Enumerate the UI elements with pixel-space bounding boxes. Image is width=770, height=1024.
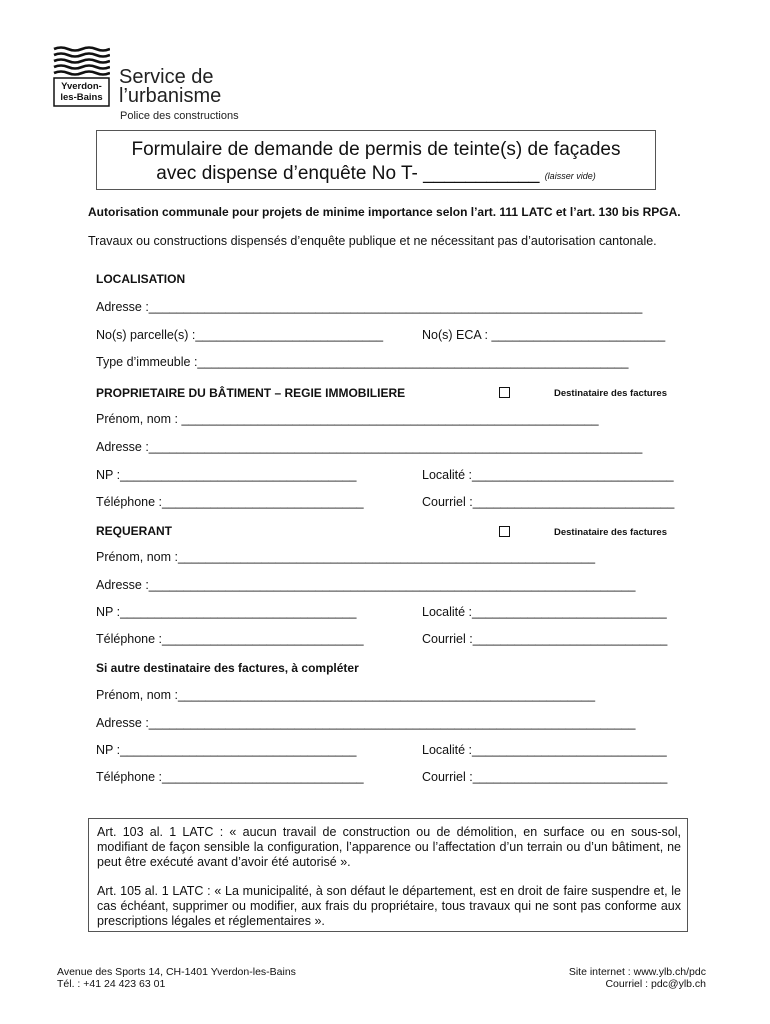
requerant-prenom-field[interactable]: Prénom, nom :____________________________________________________________ bbox=[96, 550, 596, 564]
service-name bbox=[119, 68, 221, 106]
autre-courriel-field[interactable]: Courriel :____________________________ bbox=[422, 770, 668, 784]
proprietaire-localite-field[interactable]: Localité :_____________________________ bbox=[422, 468, 674, 482]
wave-logo-icon bbox=[53, 45, 110, 107]
article-105: Art. 105 al. 1 LATC : « La municipalité, à son défaut le département, est en droit de faire suspendre et, le cas échéant, supprimer ou modifier, aux frais du propriétaire, tous travaux qui ne sont pas conforme aux prescriptions légales et réglementaires ». bbox=[97, 884, 681, 928]
proprietaire-invoice-checkbox[interactable] bbox=[499, 387, 510, 398]
intro-description: Travaux ou constructions dispensés d’enquête publique et ne nécessitant pas d’autorisation cantonale. bbox=[88, 234, 657, 248]
requerant-invoice-label: Destinataire des factures bbox=[554, 527, 667, 538]
proprietaire-courriel-field[interactable]: Courriel :_____________________________ bbox=[422, 495, 675, 509]
requerant-telephone-field[interactable]: Téléphone :_____________________________ bbox=[96, 632, 364, 646]
footer-web bbox=[569, 966, 706, 990]
footer-phone: Tél. : +41 24 423 63 01 bbox=[57, 978, 166, 990]
section-localisation: LOCALISATION bbox=[96, 272, 186, 286]
autre-prenom-field[interactable]: Prénom, nom :____________________________________________________________ bbox=[96, 688, 596, 702]
permit-number: avec dispense d’enquête No T- ___________ bbox=[156, 163, 540, 184]
title-box bbox=[96, 130, 656, 190]
form-title-line2 bbox=[97, 163, 655, 185]
autre-localite-field[interactable]: Localité :____________________________ bbox=[422, 743, 667, 757]
requerant-courriel-field[interactable]: Courriel :____________________________ bbox=[422, 632, 668, 646]
form-title: Formulaire de demande de permis de teinte(s) de façades bbox=[131, 139, 621, 160]
service-line2: l’urbanisme bbox=[119, 85, 222, 107]
intro-authorisation: Autorisation communale pour projets de minime importance selon l’art. 111 LATC et l’art. 130 bis RPGA. bbox=[88, 205, 681, 219]
proprietaire-telephone-field[interactable]: Téléphone :_____________________________ bbox=[96, 495, 364, 509]
autre-adresse-field[interactable]: Adresse :______________________________________________________________________ bbox=[96, 716, 636, 730]
requerant-adresse-field[interactable]: Adresse :______________________________________________________________________ bbox=[96, 578, 636, 592]
parcelle-field[interactable]: No(s) parcelle(s) :___________________________ bbox=[96, 328, 384, 342]
section-requerant: REQUERANT bbox=[96, 524, 173, 538]
footer-contact bbox=[57, 966, 296, 990]
article-103: Art. 103 al. 1 LATC : « aucun travail de construction ou de démolition, en surface ou en sous-sol, modifiant de façon sensible la configuration, l’apparence ou l’affectation d’un terrain ou d’un bâtiment, ne peut être exécuté avant d’avoir été autorisé ». bbox=[97, 825, 681, 869]
proprietaire-invoice-label: Destinataire des factures bbox=[554, 388, 667, 399]
proprietaire-prenom-field[interactable]: Prénom, nom : ____________________________________________________________ bbox=[96, 412, 599, 426]
proprietaire-adresse-field[interactable]: Adresse :_______________________________________________________________________ bbox=[96, 440, 643, 454]
requerant-localite-field[interactable]: Localité :____________________________ bbox=[422, 605, 667, 619]
requerant-invoice-checkbox[interactable] bbox=[499, 526, 510, 537]
autre-np-field[interactable]: NP :__________________________________ bbox=[96, 743, 357, 757]
logo-line1: Yverdon- bbox=[61, 81, 102, 92]
service-line1: Service de bbox=[119, 66, 214, 88]
city-logo bbox=[53, 45, 110, 107]
logo-line2: les-Bains bbox=[60, 92, 103, 103]
immeuble-field[interactable]: Type d’immeuble :______________________________________________________________ bbox=[96, 355, 629, 369]
legal-articles-box bbox=[88, 818, 688, 932]
footer-website[interactable]: Site internet : www.ylb.ch/pdc bbox=[568, 966, 706, 978]
eca-field[interactable]: No(s) ECA : _________________________ bbox=[422, 328, 666, 342]
leave-empty-note: (laisser vide) bbox=[544, 171, 596, 181]
service-subtitle: Police des constructions bbox=[120, 110, 239, 122]
proprietaire-np-field[interactable]: NP :__________________________________ bbox=[96, 468, 357, 482]
localisation-adresse-field[interactable]: Adresse :_______________________________________________________________________ bbox=[96, 300, 643, 314]
section-autre-destinataire: Si autre destinataire des factures, à compléter bbox=[96, 661, 359, 675]
section-proprietaire: PROPRIETAIRE DU BÂTIMENT – REGIE IMMOBILIERE bbox=[96, 386, 406, 400]
footer-email[interactable]: Courriel : pdc@ylb.ch bbox=[605, 978, 706, 990]
requerant-np-field[interactable]: NP :__________________________________ bbox=[96, 605, 357, 619]
footer-address: Avenue des Sports 14, CH-1401 Yverdon-les-Bains bbox=[57, 966, 296, 978]
autre-telephone-field[interactable]: Téléphone :_____________________________ bbox=[96, 770, 364, 784]
